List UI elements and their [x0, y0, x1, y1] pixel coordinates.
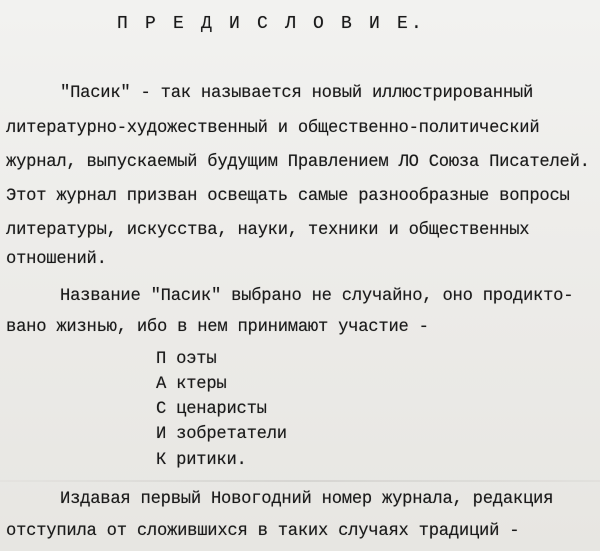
document-title: П Р Е Д И С Л О В И Е. [117, 14, 426, 34]
text-line-3: журнал, выпускаемый будущим Правлением ЛО Союза Писателей. [6, 153, 590, 172]
text-line-7: Название "Пасик" выбрано не случайно, оно продикто- [60, 287, 574, 306]
text-line-15: отступила от сложившихся в таких случаях традиций - [6, 522, 520, 541]
text-line-6: отношений. [6, 250, 107, 269]
text-line-8: вано жизнью, ибо в нем принимают участие - [6, 318, 429, 337]
text-line-4: Этот журнал призван освещать самые разнообразные вопросы [6, 187, 570, 206]
acrostic-line-poets: П оэты [156, 350, 217, 369]
paper-fold [0, 480, 600, 482]
text-line-1: "Пасик" - так называется новый иллюстрированный [60, 84, 534, 103]
acrostic-line-actors: А ктеры [156, 375, 227, 394]
acrostic-line-inventors: И зобретатели [156, 425, 287, 444]
text-line-14: Издавая первый Новогодний номер журнала, редакция [60, 490, 554, 509]
text-line-5: литературы, искусства, науки, техники и общественных [6, 221, 530, 240]
acrostic-line-screenwriters: С ценаристы [156, 400, 267, 419]
text-line-2: литературно-художественный и общественно-политический [6, 119, 540, 138]
acrostic-line-critics: К ритики. [156, 451, 247, 470]
